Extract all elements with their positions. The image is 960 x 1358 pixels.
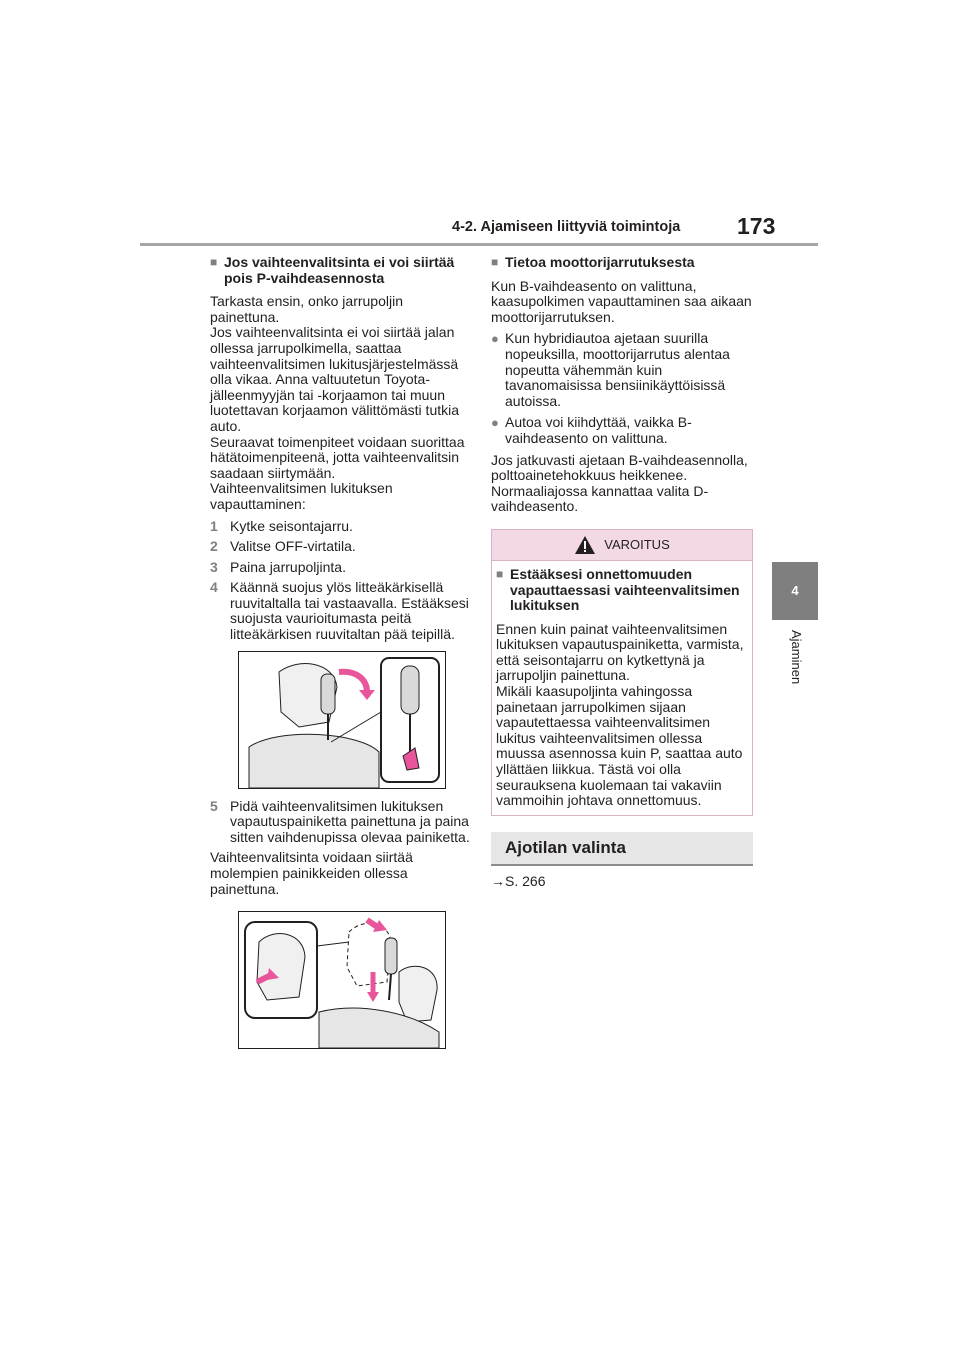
left-column: [210, 255, 470, 1059]
square-bullet-icon: ■: [491, 255, 499, 269]
step-item: [210, 580, 470, 642]
chapter-title: 4-2. Ajamiseen liittyviä toimintoja: [452, 219, 681, 235]
warning-body: [492, 561, 752, 815]
page-reference-link[interactable]: →S. 266: [491, 872, 546, 889]
square-bullet-icon: ■: [496, 566, 504, 581]
step-text: Pidä vaihteenvalitsimen lukituksen vapautuspainiketta painettuna ja paina sitten vaihdenupissa olevaa painiketta.: [230, 797, 470, 845]
step-item: [210, 519, 470, 535]
paragraph: Vaihteenvalitsimen lukituksen vapauttaminen:: [210, 480, 393, 512]
section-heading: [491, 255, 753, 271]
step-text: Kytke seisontajarru.: [230, 517, 353, 534]
step-number: 5: [210, 797, 218, 814]
heading-text: Tietoa moottorijarrutuksesta: [505, 254, 695, 270]
step-item: [210, 539, 470, 555]
paragraph: Tarkasta ensin, onko jarrupoljin painettuna.: [210, 293, 403, 325]
bullet-item: [491, 331, 753, 409]
screwdriver-cover-illustration: [238, 651, 446, 789]
header-rule: [140, 243, 818, 246]
paragraph: Kun B-vaihdeasento on valittuna, kaasupolkimen vapauttaminen saa aikaan moottorijarrutuksen.: [491, 277, 752, 325]
paragraph: Seuraavat toimenpiteet voidaan suorittaa hätätoimenpiteenä, jotta vaihteenvalitsin saadaan siirtymään.: [210, 433, 465, 481]
step-text: Valitse OFF-virtatila.: [230, 538, 356, 555]
chapter-side-label: Ajaminen: [789, 630, 804, 685]
bullet-text: Kun hybridiautoa ajetaan suurilla nopeuksilla, moottorijarrutus alentaa nopeutta vähemmän kuin tavanomaisissa bensiinikäyttöisissä autoissa.: [505, 330, 730, 409]
warning-triangle-icon: [574, 535, 596, 555]
chapter-tab: 4: [772, 562, 818, 620]
warning-header: [492, 530, 752, 561]
step-item: [210, 799, 470, 846]
paragraph: Vaihteenvalitsinta voidaan siirtää molempien painikkeiden ollessa painettuna.: [210, 849, 413, 897]
step-number: 2: [210, 538, 218, 555]
step-text: Käännä suojus ylös litteäkärkisellä ruuvitaltalla tai vastaavalla. Estääksesi suojusta vaurioitumasta peitä litteäkärkisen ruuvitaltan pää teipillä.: [230, 579, 469, 643]
paragraph: Mikäli kaasupoljinta vahingossa painetaan jarrupolkimen sijaan vapautettaessa vaihteenvalitsimen lukitus vaihteenvalitsimen ollessa muussa asennossa kuin P, saattaa auto yllättäen liikkua. Tästä voi olla seurauksena kuolemaan tai vakaviin vammoihin johtava onnettomuus.: [496, 683, 743, 809]
step-number: 1: [210, 517, 218, 534]
shift-lock-release-illustration: [238, 911, 446, 1049]
bullet-text: Autoa voi kiihdyttää, vaikka B-vaihdeasento on valittuna.: [505, 414, 692, 446]
circle-bullet-icon: ●: [491, 415, 499, 431]
step-text: Paina jarrupoljinta.: [230, 558, 346, 575]
circle-bullet-icon: ●: [491, 331, 499, 347]
right-column: [491, 255, 753, 895]
paragraph: Jos vaihteenvalitsinta ei voi siirtää jalan ollessa jarrupolkimella, saattaa vaihteenvalitsimen lukitusjärjestelmässä olla vikaa. Anna valtuutetun Toyota-jälleenmyyjän tai -korjaamon tai muun luotettavan korjaamon välittömästi tutkia auto.: [210, 324, 460, 434]
step-item: [210, 560, 470, 576]
warning-title: VAROITUS: [604, 537, 670, 553]
bullet-item: [491, 415, 753, 446]
page-number: 173: [737, 213, 776, 239]
heading-text: Estääksesi onnettomuuden vapauttaessasi vaihteenvalitsimen lukituksen: [510, 565, 740, 614]
section-heading: [210, 255, 470, 286]
step-number: 3: [210, 558, 218, 575]
paragraph: Ennen kuin painat vaihteenvalitsimen lukituksen vapautuspainiketta, varmista, että seisontajarru on kytkettynä ja jarrupoljin painettuna.: [496, 620, 744, 684]
square-bullet-icon: ■: [210, 255, 218, 269]
heading-text: Jos vaihteenvalitsinta ei voi siirtää pois P-vaihdeasennosta: [224, 254, 455, 286]
warning-box: [491, 529, 753, 816]
paragraph: Jos jatkuvasti ajetaan B-vaihdeasennolla, polttoainetehokkuus heikkenee. Normaaliajossa kannattaa valita D-vaihdeasento.: [491, 451, 748, 515]
warning-heading: [496, 567, 748, 614]
section-title-bar: Ajotilan valinta: [491, 832, 753, 866]
step-number: 4: [210, 579, 218, 596]
